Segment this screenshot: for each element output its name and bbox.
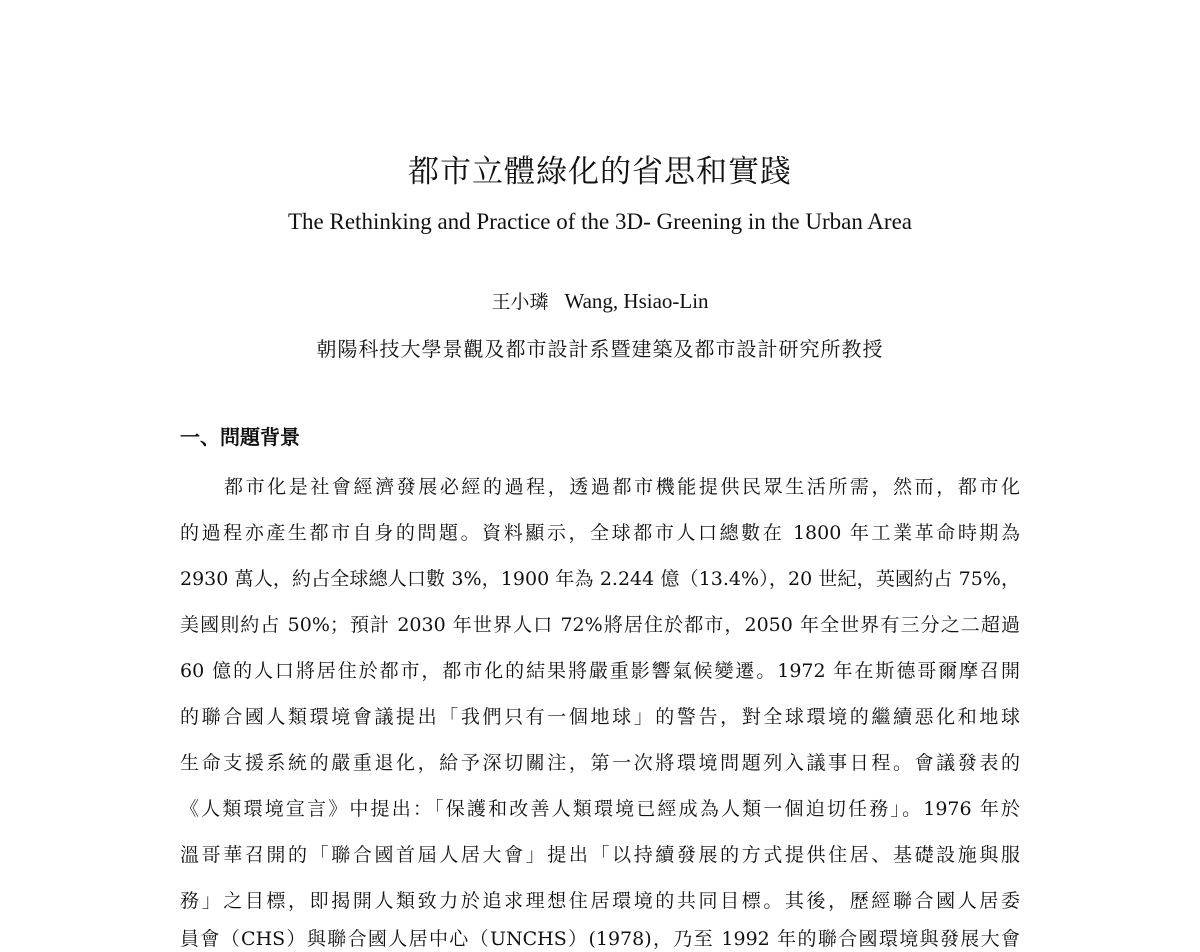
paragraph-line: 溫哥華召開的「聯合國首屆人居大會」提出「以持續發展的方式提供住居、基礎設施與服 [180,844,1020,866]
author-name-english: Wang, Hsiao-Lin [564,289,709,313]
paragraph-line: 生命支援系統的嚴重退化，給予深切關注，第一次將環境問題列入議事日程。會議發表的 [180,752,1020,774]
title-english: The Rethinking and Practice of the 3D- Greening in the Urban Area [288,209,912,234]
title-chinese: 都市立體綠化的省思和實踐 [408,154,792,190]
paragraph-line: 2930 萬人，約占全球總人口數 3%，1900 年為 2.244 億（13.4%），20 世紀，英國約占 75%， [180,568,1020,590]
paragraph-line: 都市化是社會經濟發展必經的過程，透過都市機能提供民眾生活所需，然而，都市化 [224,476,1020,498]
paragraph-line: 《人類環境宣言》中提出：「保護和改善人類環境已經成為人類一個迫切任務」。1976 年於 [180,798,1020,820]
author-line [0,286,1200,317]
paragraph-line: 60 億的人口將居住於都市，都市化的結果將嚴重影響氣候變遷。1972 年在斯德哥爾摩召開 [180,660,1020,682]
paragraph-line: 美國則約占 50%；預計 2030 年世界人口 72%將居住於都市，2050 年全世界有三分之二超過 [180,614,1020,636]
author-name-chinese: 王小璘 [491,291,549,313]
paragraph-line: 員會（CHS）與聯合國人居中心（UNCHS）(1978)，乃至 1992 年的聯合國環境與發展大會 [180,928,1020,950]
author-affiliation: 朝陽科技大學景觀及都市設計系暨建築及都市設計研究所教授 [316,337,884,361]
section-heading: 一、問題背景 [180,425,300,449]
paragraph-line: 的過程亦產生都市自身的問題。資料顯示，全球都市人口總數在 1800 年工業革命時期為 [180,522,1020,544]
paragraph-line: 務」之目標，即揭開人類致力於追求理想住居環境的共同目標。其後，歷經聯合國人居委 [180,890,1020,912]
paragraph-line: 的聯合國人類環境會議提出「我們只有一個地球」的警告，對全球環境的繼續惡化和地球 [180,706,1020,728]
